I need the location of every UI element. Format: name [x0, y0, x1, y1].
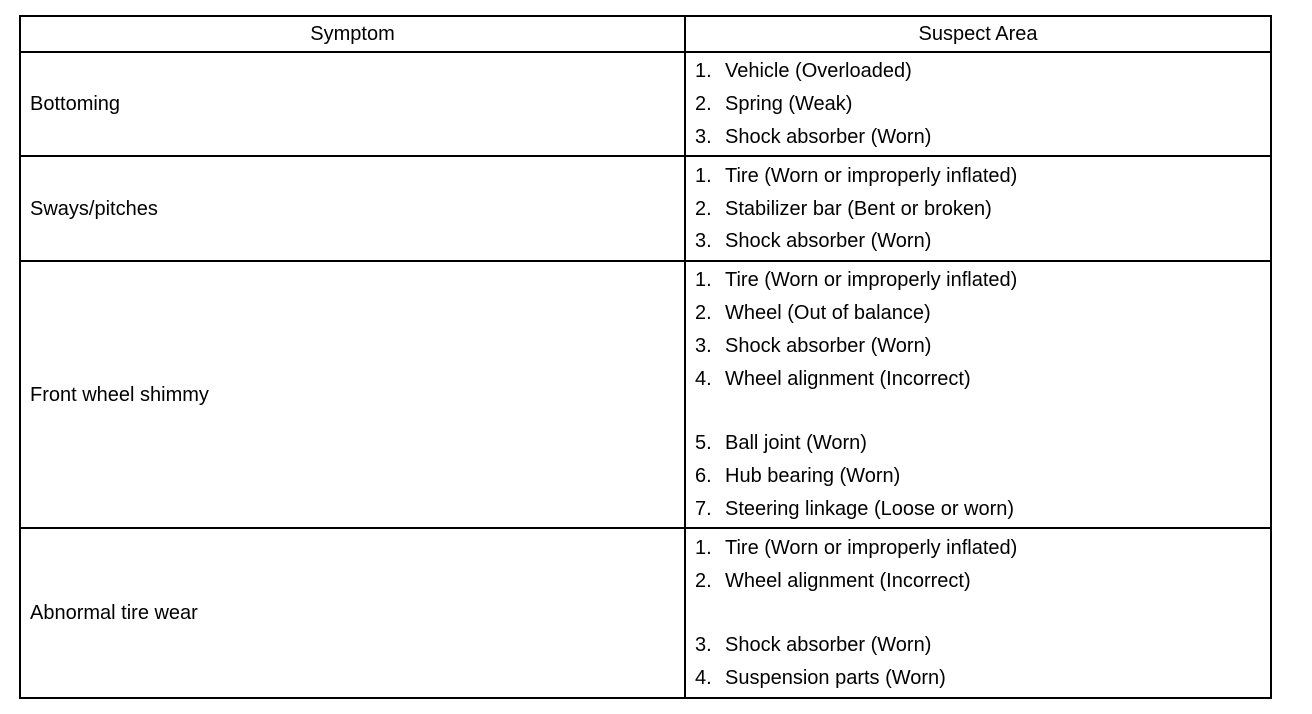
list-item: [695, 531, 1270, 564]
list-item: [695, 662, 1270, 695]
list-item: [695, 264, 1270, 297]
list-item-text: Tire (Worn or improperly inflated): [725, 536, 1018, 559]
suspect-area-cell: [685, 528, 1271, 697]
list-item-number: 2.: [695, 569, 712, 592]
list-item-text: Shock absorber (Worn): [725, 634, 932, 657]
header-symptom: Symptom: [20, 16, 685, 52]
list-item-text: Ball joint (Worn): [725, 432, 867, 455]
list-item: [695, 88, 1270, 121]
list-item-text: Shock absorber (Worn): [725, 125, 932, 148]
list-item-text: Suspension parts (Worn): [725, 667, 946, 690]
list-item-number: 4.: [695, 367, 712, 390]
list-item-number: 3.: [695, 334, 712, 357]
list-item: [695, 493, 1270, 526]
list-item-text: Vehicle (Overloaded): [725, 60, 912, 83]
list-item-text: Wheel alignment (Incorrect): [725, 569, 971, 592]
list-item: [695, 55, 1270, 88]
list-item: [695, 121, 1270, 154]
header-row: [20, 16, 1271, 52]
list-item-number: 7.: [695, 497, 712, 520]
symptom-cell: Bottoming: [20, 52, 685, 156]
table-body: [20, 52, 1271, 698]
list-item-text: Hub bearing (Worn): [725, 465, 901, 488]
table-row: [20, 261, 1271, 529]
table-row: [20, 52, 1271, 156]
list-item: [695, 297, 1270, 330]
list-item: [695, 159, 1270, 192]
list-item: [695, 362, 1270, 395]
list-item-number: 2.: [695, 93, 712, 116]
list-item-text: Shock absorber (Worn): [725, 230, 932, 253]
symptom-cell: Abnormal tire wear: [20, 528, 685, 697]
list-item-text: Steering linkage (Loose or worn): [725, 497, 1015, 520]
symptom-cell: Sways/pitches: [20, 156, 685, 260]
list-spacer: [695, 597, 1270, 629]
suspect-area-cell: [685, 261, 1271, 529]
list-item-number: 1.: [695, 60, 712, 83]
list-item: [695, 629, 1270, 662]
list-item-text: Wheel (Out of balance): [725, 301, 931, 324]
list-item-number: 3.: [695, 230, 712, 253]
list-item-number: 1.: [695, 536, 712, 559]
list-item: [695, 329, 1270, 362]
list-item-number: 2.: [695, 301, 712, 324]
table-header: [20, 16, 1271, 52]
list-item-number: 3.: [695, 634, 712, 657]
list-item: [695, 460, 1270, 493]
list-item-number: 6.: [695, 465, 712, 488]
list-item-number: 5.: [695, 432, 712, 455]
list-item: [695, 427, 1270, 460]
suspect-area-cell: [685, 52, 1271, 156]
symptom-cell: Front wheel shimmy: [20, 261, 685, 529]
list-item-text: Tire (Worn or improperly inflated): [725, 164, 1018, 187]
list-item-number: 1.: [695, 269, 712, 292]
list-spacer: [695, 395, 1270, 427]
list-item: [695, 192, 1270, 225]
list-item-text: Wheel alignment (Incorrect): [725, 367, 971, 390]
list-item-text: Tire (Worn or improperly inflated): [725, 269, 1018, 292]
list-item: [695, 564, 1270, 597]
table-row: [20, 528, 1271, 697]
list-item-number: 1.: [695, 164, 712, 187]
list-item-text: Spring (Weak): [725, 93, 853, 116]
diagnosis-table: [19, 15, 1272, 699]
table-row: [20, 156, 1271, 260]
header-suspect-area: Suspect Area: [685, 16, 1271, 52]
list-item-number: 4.: [695, 667, 712, 690]
list-item-number: 2.: [695, 197, 712, 220]
list-item-text: Stabilizer bar (Bent or broken): [725, 197, 992, 220]
list-item-text: Shock absorber (Worn): [725, 334, 932, 357]
list-item-number: 3.: [695, 125, 712, 148]
suspect-area-cell: [685, 156, 1271, 260]
list-item: [695, 225, 1270, 258]
